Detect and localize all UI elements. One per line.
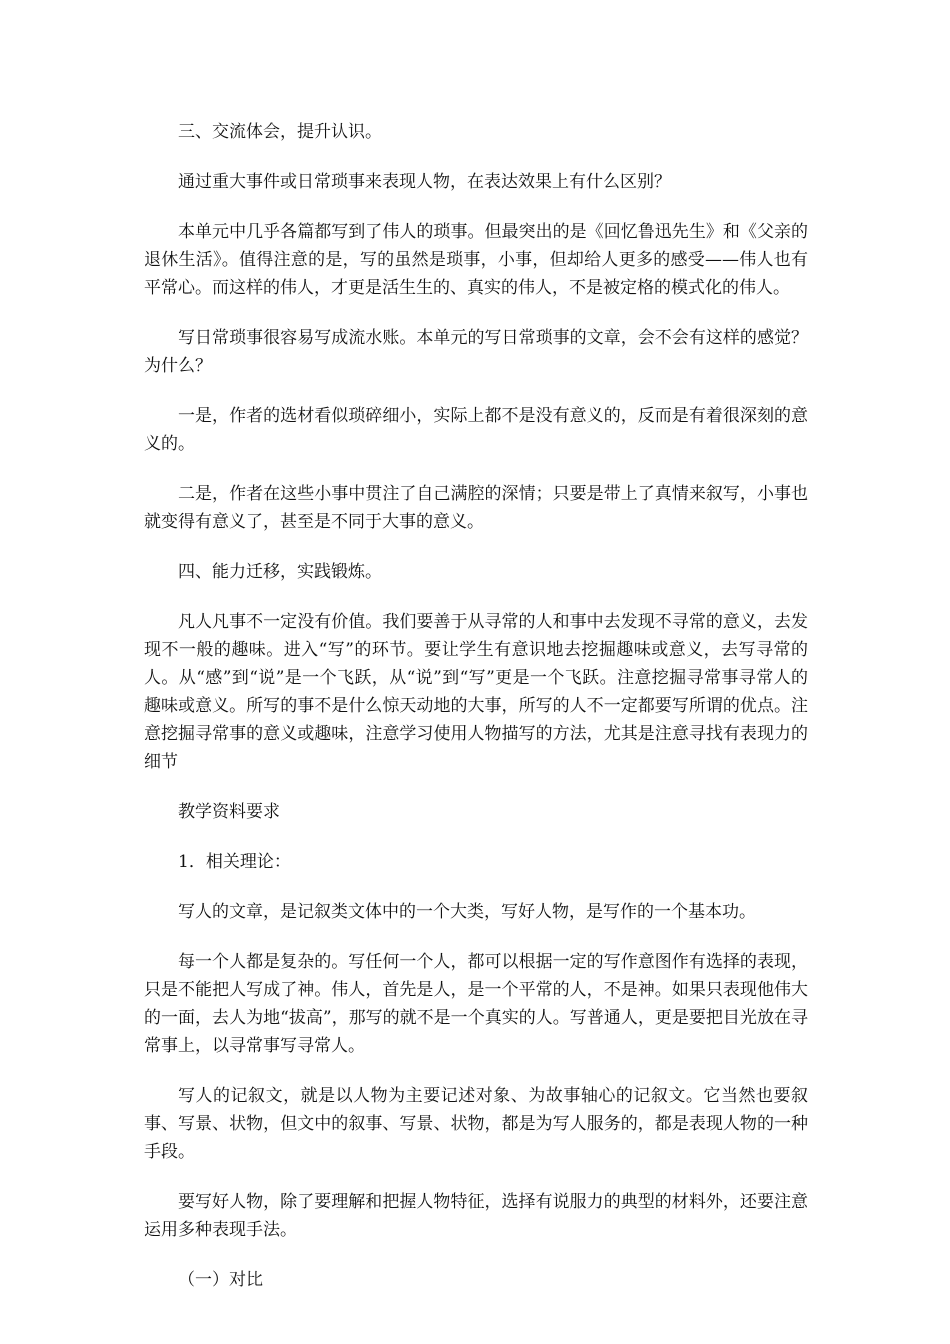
theory-heading: 1．相关理论：: [178, 852, 291, 872]
answer-2-point-2: 二是，作者在这些小事中贯注了自己满腔的深情；只要是带上了真情来叙写，小事也就变得有意义了，甚至是不同于大事的意义。: [144, 484, 808, 532]
section4-heading: 四、能力迁移，实践锻炼。: [178, 562, 382, 582]
answer-2-point-1: 一是，作者的选材看似琐碎细小，实际上都不是没有意义的，反而是有着很深刻的意义的。: [144, 406, 808, 454]
answer-1: 本单元中几乎各篇都写到了伟人的琐事。但最突出的是《回忆鲁迅先生》和《父亲的退休生活》。值得注意的是，写的虽然是琐事，小事，但却给人更多的感受——伟人也有平常心。而这样的伟人，才更是活生生的、真实的伟人，不是被定格的模式化的伟人。: [144, 222, 808, 298]
question-2: 写日常琐事很容易写成流水账。本单元的写日常琐事的文章，会不会有这样的感觉？为什么？: [144, 328, 808, 376]
subsection-1-heading: （一）对比: [178, 1270, 263, 1290]
section4-text: 凡人凡事不一定没有价值。我们要善于从寻常的人和事中去发现不寻常的意义，去发现不一般的趣味。进入“写”的环节。要让学生有意识地去挖掘趣味或意义，去写寻常的人。从“感”到“说”是一个飞跃，从“说”到“写”更是一个飞跃。注意挖掘寻常事寻常人的趣味或意义。所写的事不是什么惊天动地的大事，所写的人不一定都要写所谓的优点。注意挖掘寻常事的意义或趣味，注意学习使用人物描写的方法，尤其是注意寻找有表现力的细节: [144, 612, 808, 772]
theory-paragraph-1: 写人的文章，是记叙类文体中的一个大类，写好人物，是写作的一个基本功。: [178, 902, 756, 922]
materials-heading: 教学资料要求: [178, 802, 280, 822]
theory-paragraph-4: 要写好人物，除了要理解和把握人物特征，选择有说服力的典型的材料外，还要注意运用多种表现手法。: [144, 1192, 808, 1240]
section3-heading: 三、交流体会，提升认识。: [178, 122, 382, 142]
theory-paragraph-3: 写人的记叙文，就是以人物为主要记述对象、为故事轴心的记叙文。它当然也要叙事、写景、状物，但文中的叙事、写景、状物，都是为写人服务的，都是表现人物的一种手段。: [144, 1086, 808, 1162]
question-1: 通过重大事件或日常琐事来表现人物，在表达效果上有什么区别？: [178, 172, 671, 192]
theory-paragraph-2: 每一个人都是复杂的。写任何一个人，都可以根据一定的写作意图作有选择的表现，只是不能把人写成了神。伟人，首先是人，是一个平常的人，不是神。如果只表现他伟大的一面，去人为地“拔高”，那写的就不是一个真实的人。写普通人，更是要把目光放在寻常事上，以寻常事写寻常人。: [144, 952, 808, 1056]
document-body: [144, 118, 808, 1316]
